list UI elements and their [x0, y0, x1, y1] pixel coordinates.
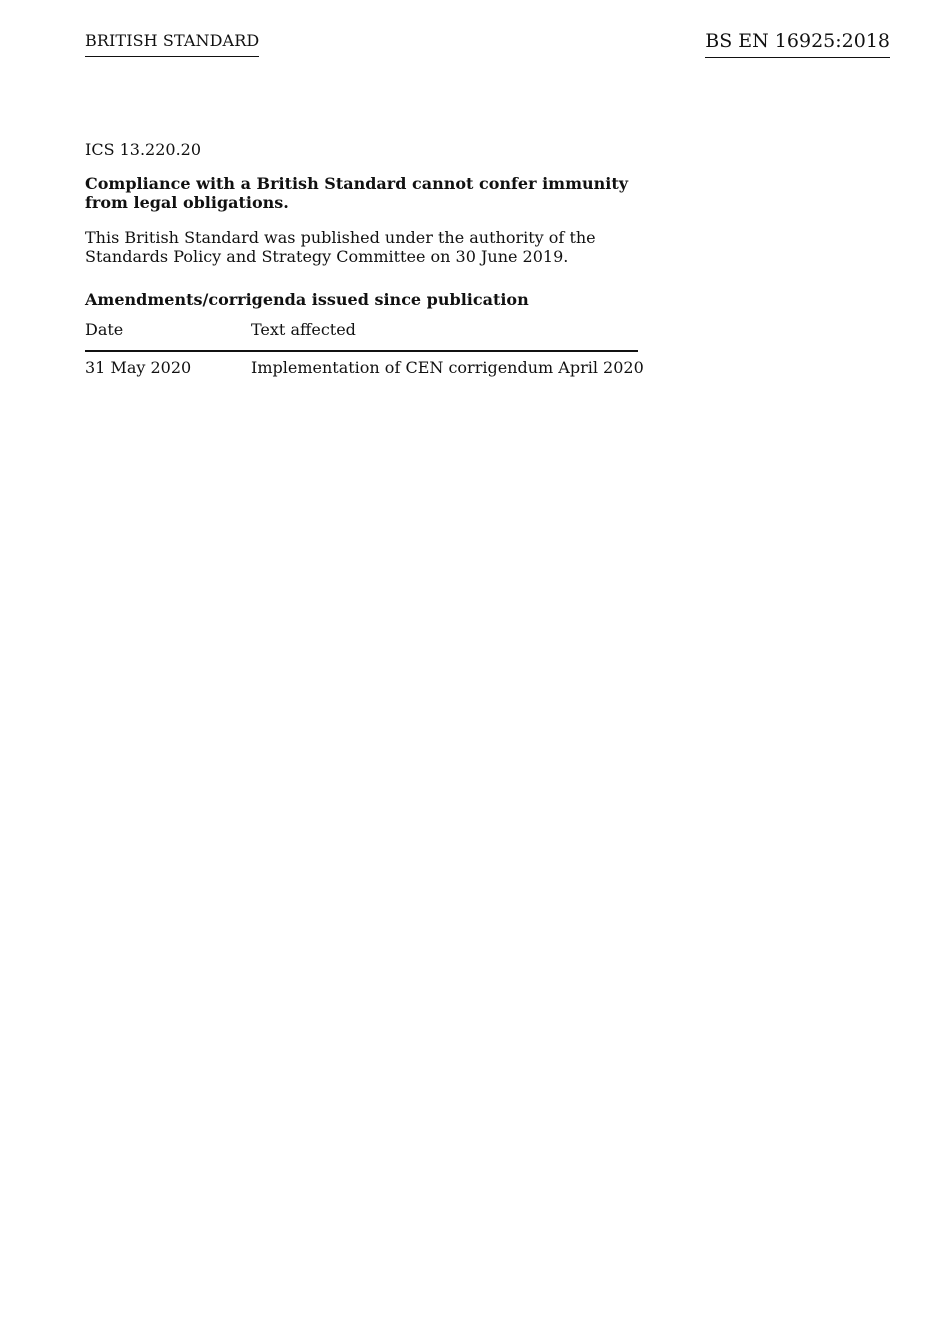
compliance-notice: Compliance with a British Standard cannot confer immunity from legal obligations.: [85, 174, 629, 212]
ics-code: ICS 13.220.20: [85, 140, 202, 159]
column-header-text-affected: Text affected: [251, 320, 356, 339]
amendments-title: Amendments/corrigenda issued since publication: [85, 290, 529, 309]
amendments-table-header: [85, 318, 638, 352]
table-row: [85, 352, 644, 386]
amendment-date: 31 May 2020: [85, 358, 192, 377]
publication-statement: This British Standard was published under the authority of the Standards Policy and Strategy Committee on 30 June 2019.: [85, 228, 596, 266]
header-standard-label: BRITISH STANDARD: [85, 31, 259, 57]
amendments-table: [85, 318, 644, 386]
header-standard-number: BS EN 16925:2018: [705, 30, 890, 58]
column-header-date: Date: [85, 320, 124, 339]
amendment-text-affected: Implementation of CEN corrigendum April 2020: [251, 358, 644, 377]
